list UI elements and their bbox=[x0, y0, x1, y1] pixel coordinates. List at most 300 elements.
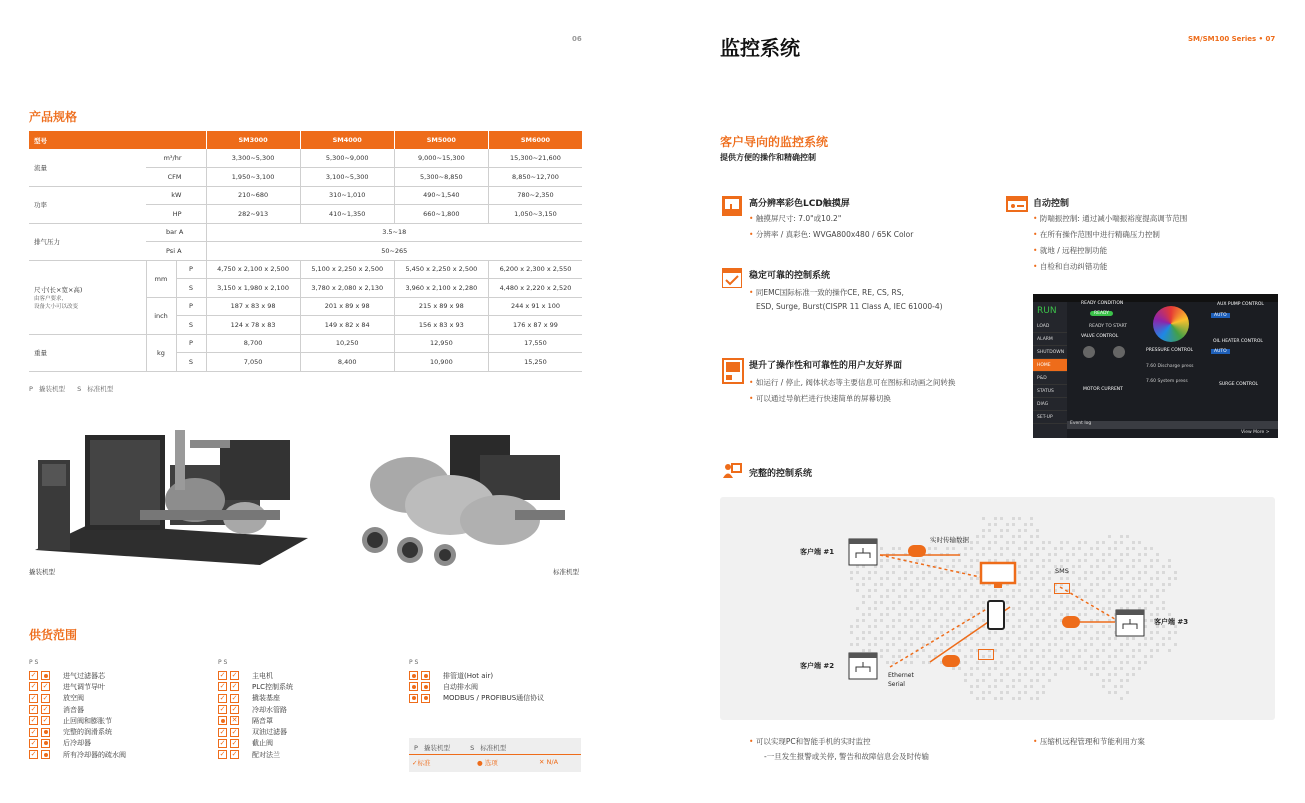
map-dot bbox=[1048, 613, 1051, 616]
check-icon: ✓ bbox=[42, 716, 49, 725]
map-dot bbox=[898, 655, 901, 658]
supply-item bbox=[409, 670, 544, 681]
map-dot bbox=[1012, 649, 1015, 652]
map-dot bbox=[1060, 595, 1063, 598]
map-dot bbox=[928, 655, 931, 658]
map-dot bbox=[1030, 643, 1033, 646]
check-icon: ✓ bbox=[219, 682, 226, 691]
map-dot bbox=[1018, 589, 1021, 592]
map-dot bbox=[910, 643, 913, 646]
map-dot bbox=[1042, 595, 1045, 598]
map-dot bbox=[922, 577, 925, 580]
map-dot bbox=[928, 589, 931, 592]
map-dot bbox=[964, 661, 967, 664]
map-dot bbox=[1090, 589, 1093, 592]
map-dot bbox=[1024, 541, 1027, 544]
map-dot bbox=[1042, 613, 1045, 616]
map-dot bbox=[1072, 637, 1075, 640]
map-dot bbox=[958, 643, 961, 646]
map-dot bbox=[1096, 595, 1099, 598]
supply-item-label: 冷却水管路 bbox=[252, 705, 287, 714]
map-dot bbox=[1120, 553, 1123, 556]
map-dot bbox=[1108, 691, 1111, 694]
map-dot bbox=[1120, 571, 1123, 574]
map-dot bbox=[1042, 601, 1045, 604]
map-dot bbox=[1108, 637, 1111, 640]
map-dot bbox=[1042, 559, 1045, 562]
map-dot bbox=[1012, 613, 1015, 616]
map-dot bbox=[1108, 655, 1111, 658]
map-dot bbox=[970, 619, 973, 622]
map-dot bbox=[952, 601, 955, 604]
map-dot bbox=[946, 571, 949, 574]
map-dot bbox=[880, 601, 883, 604]
map-dot bbox=[1162, 589, 1165, 592]
map-dot bbox=[970, 595, 973, 598]
map-dot bbox=[964, 643, 967, 646]
supply-item-label: PLC控制系统 bbox=[252, 682, 294, 691]
map-dot bbox=[928, 607, 931, 610]
map-dot bbox=[1114, 547, 1117, 550]
dot-icon bbox=[41, 671, 50, 680]
map-dot bbox=[904, 649, 907, 652]
map-dot bbox=[922, 589, 925, 592]
map-dot bbox=[1030, 631, 1033, 634]
map-dot bbox=[1024, 613, 1027, 616]
hmi-side-item: P&D bbox=[1033, 372, 1067, 385]
map-dot bbox=[892, 601, 895, 604]
map-dot bbox=[1120, 643, 1123, 646]
map-dot bbox=[964, 607, 967, 610]
map-dot bbox=[1126, 553, 1129, 556]
check-icon: ✓ bbox=[30, 750, 37, 759]
map-dot bbox=[1102, 631, 1105, 634]
map-dot bbox=[1018, 535, 1021, 538]
type-cell: S bbox=[176, 353, 206, 372]
map-dot bbox=[1156, 643, 1159, 646]
map-dot bbox=[1144, 643, 1147, 646]
map-dot bbox=[1120, 589, 1123, 592]
map-dot bbox=[1000, 661, 1003, 664]
hmi-screen bbox=[1033, 294, 1278, 438]
type-cell: S bbox=[176, 316, 206, 335]
map-dot bbox=[1120, 559, 1123, 562]
map-dot bbox=[1168, 631, 1171, 634]
map-dot bbox=[892, 655, 895, 658]
supply-item bbox=[409, 693, 544, 704]
map-dot bbox=[946, 637, 949, 640]
map-dot bbox=[958, 589, 961, 592]
pressure-gauge-icon bbox=[1153, 306, 1189, 342]
ethernet-label: Ethernet bbox=[888, 672, 914, 679]
map-dot bbox=[1000, 547, 1003, 550]
unit-mm: mm bbox=[146, 260, 176, 297]
map-dot bbox=[1126, 643, 1129, 646]
map-dot bbox=[856, 589, 859, 592]
map-dot bbox=[928, 571, 931, 574]
map-dot bbox=[1096, 667, 1099, 670]
map-dot bbox=[970, 559, 973, 562]
map-dot bbox=[1144, 637, 1147, 640]
map-dot bbox=[862, 577, 865, 580]
map-dot bbox=[1174, 571, 1177, 574]
map-dot bbox=[1114, 637, 1117, 640]
map-dot bbox=[970, 685, 973, 688]
map-dot bbox=[964, 547, 967, 550]
map-dot bbox=[916, 577, 919, 580]
map-dot bbox=[1162, 637, 1165, 640]
map-dot bbox=[1066, 607, 1069, 610]
map-dot bbox=[946, 625, 949, 628]
map-dot bbox=[880, 583, 883, 586]
map-dot bbox=[1042, 685, 1045, 688]
map-dot bbox=[1114, 577, 1117, 580]
check-icon: ✓ bbox=[219, 727, 226, 736]
map-dot bbox=[910, 661, 913, 664]
map-dot bbox=[1114, 673, 1117, 676]
map-dot bbox=[1042, 565, 1045, 568]
map-dot bbox=[1000, 691, 1003, 694]
map-dot bbox=[1138, 589, 1141, 592]
row-label-weight: 重量 bbox=[29, 334, 146, 371]
map-dot bbox=[922, 631, 925, 634]
map-dot bbox=[988, 595, 991, 598]
map-dot bbox=[940, 559, 943, 562]
map-dot bbox=[928, 583, 931, 586]
dot-icon bbox=[41, 739, 50, 748]
map-dot bbox=[1102, 661, 1105, 664]
map-dot bbox=[910, 601, 913, 604]
map-dot bbox=[1054, 673, 1057, 676]
map-dot bbox=[880, 631, 883, 634]
map-dot bbox=[1090, 601, 1093, 604]
map-dot bbox=[964, 553, 967, 556]
check-icon: ✓ bbox=[219, 750, 226, 759]
dot-icon bbox=[41, 750, 50, 759]
client-1-label: 客户端 #1 bbox=[800, 548, 835, 556]
map-dot bbox=[1036, 565, 1039, 568]
supply-item-label: 双油过滤器 bbox=[252, 728, 287, 737]
map-dot bbox=[886, 631, 889, 634]
map-dot bbox=[1012, 523, 1015, 526]
map-dot bbox=[994, 649, 997, 652]
map-dot bbox=[958, 667, 961, 670]
dot-icon bbox=[409, 694, 418, 703]
map-dot bbox=[1012, 661, 1015, 664]
supply-item-label: 配对法兰 bbox=[252, 750, 280, 759]
map-dot bbox=[874, 637, 877, 640]
map-dot bbox=[1024, 673, 1027, 676]
map-dot bbox=[1150, 583, 1153, 586]
map-dot bbox=[880, 559, 883, 562]
map-dot bbox=[1162, 571, 1165, 574]
map-dot bbox=[988, 685, 991, 688]
map-dot bbox=[1138, 649, 1141, 652]
legend-na-text: N/A bbox=[546, 758, 559, 766]
legend-na bbox=[539, 758, 558, 766]
map-dot bbox=[1072, 601, 1075, 604]
bottom-line-left: • 可以实现PC和智能手机的实时监控 bbox=[749, 737, 871, 746]
map-dot bbox=[1126, 583, 1129, 586]
map-dot bbox=[1102, 607, 1105, 610]
check-icon: ✓ bbox=[231, 682, 238, 691]
supply-column-1 bbox=[29, 659, 126, 760]
map-dot bbox=[1108, 547, 1111, 550]
dot-icon bbox=[218, 716, 227, 725]
table-cell: 187 x 83 x 98 bbox=[206, 297, 300, 316]
map-dot bbox=[1168, 649, 1171, 652]
map-dot bbox=[958, 607, 961, 610]
map-dot bbox=[1030, 541, 1033, 544]
map-dot bbox=[1132, 649, 1135, 652]
check-icon: ✓ bbox=[42, 682, 49, 691]
spec-title: 产品规格 bbox=[29, 110, 78, 124]
table-cell: 3,960 x 2,100 x 2,280 bbox=[394, 279, 488, 298]
map-dot bbox=[916, 583, 919, 586]
map-dot bbox=[868, 595, 871, 598]
map-dot bbox=[1078, 595, 1081, 598]
map-dot bbox=[958, 613, 961, 616]
map-dot bbox=[982, 601, 985, 604]
map-dot bbox=[982, 691, 985, 694]
map-dot bbox=[940, 571, 943, 574]
legend-option bbox=[477, 758, 498, 767]
spec-table bbox=[29, 131, 582, 372]
table-cell: 3,300~5,300 bbox=[206, 149, 300, 168]
header-sm3000: SM3000 bbox=[206, 131, 300, 149]
map-dot bbox=[1084, 613, 1087, 616]
type-cell: P bbox=[176, 297, 206, 316]
map-dot bbox=[1030, 667, 1033, 670]
hmi-side-item: SHUTDOWN bbox=[1033, 346, 1067, 359]
map-dot bbox=[970, 655, 973, 658]
map-dot bbox=[1048, 589, 1051, 592]
map-dot bbox=[1024, 529, 1027, 532]
legend-std-text: 标准 bbox=[417, 759, 431, 767]
supply-item-label: 主电机 bbox=[252, 671, 273, 680]
map-dot bbox=[1018, 679, 1021, 682]
map-dot bbox=[916, 559, 919, 562]
map-dot bbox=[982, 643, 985, 646]
table-cell: 4,750 x 2,100 x 2,500 bbox=[206, 260, 300, 279]
map-dot bbox=[1072, 655, 1075, 658]
map-dot bbox=[1030, 697, 1033, 700]
map-dot bbox=[964, 679, 967, 682]
table-cell: 10,250 bbox=[300, 334, 394, 353]
map-dot bbox=[1018, 691, 1021, 694]
map-dot bbox=[1024, 577, 1027, 580]
table-cell: 1,050~3,150 bbox=[488, 205, 582, 224]
map-dot bbox=[1144, 553, 1147, 556]
supply-item-label: 隔音罩 bbox=[252, 716, 273, 725]
feature-line: • 同EMC国际标准一致的操作CE, RE, CS, RS, bbox=[749, 288, 904, 297]
map-dot bbox=[1054, 655, 1057, 658]
map-dot bbox=[1084, 559, 1087, 562]
map-dot bbox=[1120, 541, 1123, 544]
map-dot bbox=[940, 607, 943, 610]
map-dot bbox=[886, 607, 889, 610]
row-label-pressure: 排气压力 bbox=[29, 223, 146, 260]
map-dot bbox=[898, 601, 901, 604]
map-dot bbox=[1012, 667, 1015, 670]
map-dot bbox=[1090, 553, 1093, 556]
map-dot bbox=[868, 607, 871, 610]
map-dot bbox=[868, 643, 871, 646]
map-dot bbox=[1072, 547, 1075, 550]
x-icon: ✕ bbox=[539, 758, 545, 766]
row-label-flow: 流量 bbox=[29, 149, 146, 186]
hmi-value-label: System press bbox=[1157, 379, 1188, 384]
check-icon: ✓ bbox=[412, 759, 418, 767]
sms-label: SMS bbox=[1055, 567, 1069, 575]
map-dot bbox=[898, 595, 901, 598]
map-dot bbox=[1006, 601, 1009, 604]
map-dot bbox=[1096, 673, 1099, 676]
map-dot bbox=[1036, 571, 1039, 574]
client-2-label: 客户端 #2 bbox=[800, 662, 835, 670]
map-dot bbox=[1054, 553, 1057, 556]
map-dot bbox=[928, 625, 931, 628]
map-dot bbox=[1102, 589, 1105, 592]
map-dot bbox=[1036, 553, 1039, 556]
map-dot bbox=[886, 613, 889, 616]
map-dot bbox=[892, 619, 895, 622]
section-title: 客户导向的监控系统 bbox=[720, 135, 829, 149]
map-dot bbox=[1012, 535, 1015, 538]
map-dot bbox=[1126, 679, 1129, 682]
map-dot bbox=[970, 667, 973, 670]
map-dot bbox=[1174, 643, 1177, 646]
map-dot bbox=[1018, 553, 1021, 556]
map-dot bbox=[928, 619, 931, 622]
supply-col-head: P S bbox=[29, 659, 39, 666]
map-dot bbox=[1054, 625, 1057, 628]
map-dot bbox=[1102, 577, 1105, 580]
map-dot bbox=[898, 649, 901, 652]
map-dot bbox=[1018, 619, 1021, 622]
map-dot bbox=[1084, 589, 1087, 592]
map-dot bbox=[1048, 577, 1051, 580]
map-dot bbox=[1024, 685, 1027, 688]
map-dot bbox=[976, 679, 979, 682]
supply-legend-box bbox=[409, 738, 581, 772]
table-cell: 4,480 x 2,220 x 2,520 bbox=[488, 279, 582, 298]
table-cell: 15,250 bbox=[488, 353, 582, 372]
map-dot bbox=[994, 643, 997, 646]
map-dot bbox=[856, 625, 859, 628]
header-sm5000: SM5000 bbox=[394, 131, 488, 149]
hmi-oil-heater: OIL HEATER CONTROL bbox=[1213, 339, 1263, 344]
map-dot bbox=[1126, 655, 1129, 658]
map-dot bbox=[1108, 625, 1111, 628]
map-dot bbox=[940, 643, 943, 646]
header-model: 型号 bbox=[29, 131, 206, 149]
map-dot bbox=[922, 643, 925, 646]
page-number-right: 07 bbox=[1265, 35, 1276, 43]
map-dot bbox=[1030, 625, 1033, 628]
map-dot bbox=[1108, 553, 1111, 556]
map-dot bbox=[1078, 649, 1081, 652]
hmi-sidebar bbox=[1033, 302, 1067, 438]
map-dot bbox=[1006, 529, 1009, 532]
map-dot bbox=[1048, 661, 1051, 664]
map-dot bbox=[916, 619, 919, 622]
map-dot bbox=[1114, 685, 1117, 688]
hmi-run-status: RUN bbox=[1037, 306, 1057, 316]
map-dot bbox=[1066, 631, 1069, 634]
map-dot bbox=[1090, 637, 1093, 640]
map-dot bbox=[1042, 619, 1045, 622]
supply-item-label: 放空阀 bbox=[63, 694, 84, 703]
map-dot bbox=[1138, 559, 1141, 562]
table-cell: 3,100~5,300 bbox=[300, 168, 394, 187]
map-dot bbox=[970, 637, 973, 640]
map-dot bbox=[988, 673, 991, 676]
map-dot bbox=[1138, 643, 1141, 646]
map-dot bbox=[1066, 577, 1069, 580]
map-dot bbox=[964, 565, 967, 568]
map-dot bbox=[868, 625, 871, 628]
supply-item bbox=[29, 704, 126, 715]
check-icon: ✓ bbox=[30, 727, 37, 736]
map-dot bbox=[1150, 613, 1153, 616]
map-dot bbox=[904, 643, 907, 646]
map-dot bbox=[922, 571, 925, 574]
map-dot bbox=[1138, 667, 1141, 670]
map-dot bbox=[1156, 607, 1159, 610]
map-dot bbox=[1132, 541, 1135, 544]
map-dot bbox=[952, 637, 955, 640]
unit-cell: kW bbox=[146, 186, 206, 205]
map-dot bbox=[874, 571, 877, 574]
map-dot bbox=[982, 679, 985, 682]
map-dot bbox=[1150, 565, 1153, 568]
map-dot bbox=[1000, 697, 1003, 700]
map-dot bbox=[1126, 601, 1129, 604]
map-dot bbox=[1030, 661, 1033, 664]
map-dot bbox=[1162, 583, 1165, 586]
map-dot bbox=[1096, 547, 1099, 550]
bottom-text: 可以实现PC和智能手机的实时监控 bbox=[755, 737, 871, 746]
map-dot bbox=[1000, 637, 1003, 640]
map-dot bbox=[1132, 565, 1135, 568]
map-dot bbox=[1144, 601, 1147, 604]
map-dot bbox=[1012, 679, 1015, 682]
map-dot bbox=[964, 589, 967, 592]
map-dot bbox=[952, 595, 955, 598]
map-dot bbox=[1036, 637, 1039, 640]
check-icon: ✓ bbox=[42, 693, 49, 702]
legend-text-s: 标准机型 bbox=[480, 744, 507, 752]
map-dot bbox=[1072, 589, 1075, 592]
map-dot bbox=[1096, 655, 1099, 658]
map-dot bbox=[1120, 667, 1123, 670]
map-dot bbox=[1096, 577, 1099, 580]
map-dot bbox=[1168, 577, 1171, 580]
map-dot bbox=[1174, 577, 1177, 580]
map-dot bbox=[1144, 589, 1147, 592]
map-dot bbox=[898, 547, 901, 550]
map-dot bbox=[952, 577, 955, 580]
hmi-side-item: LOAD bbox=[1033, 320, 1067, 333]
map-dot bbox=[1090, 643, 1093, 646]
image-caption-skid: 撬装机型 bbox=[29, 568, 55, 576]
supply-item-label: 消音器 bbox=[63, 705, 84, 714]
map-dot bbox=[1048, 643, 1051, 646]
map-dot bbox=[970, 541, 973, 544]
map-dot bbox=[1042, 631, 1045, 634]
legend-standard bbox=[412, 758, 430, 767]
